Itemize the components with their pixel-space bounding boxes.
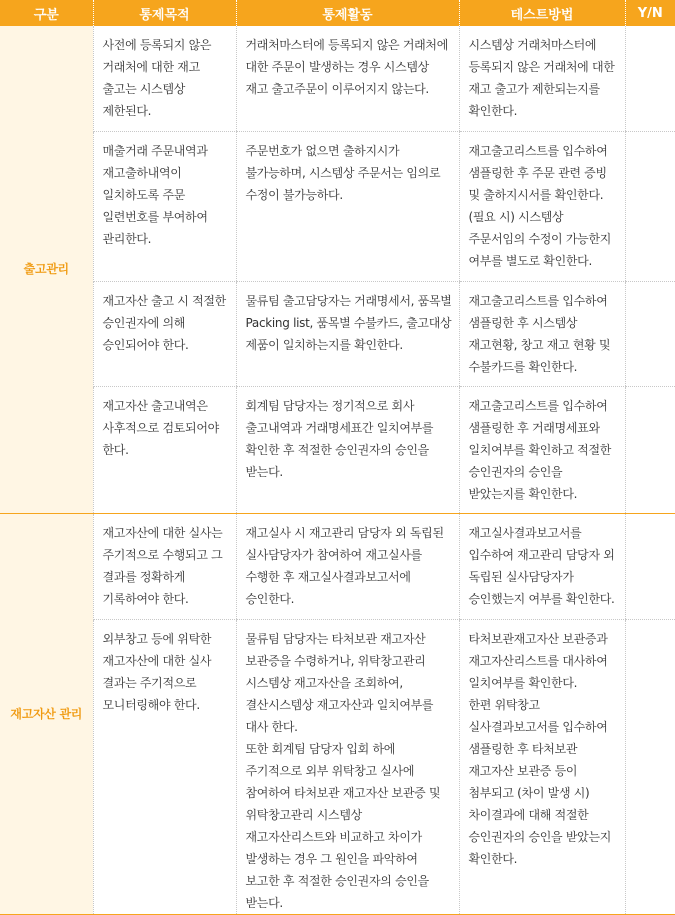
test-cell: 재고출고리스트를 입수하여 샘플링한 후 주문 관련 증빙 및 출하지시서를 확인한다. (필요 시) 시스템상 주문서임의 수정이 가능한지 여부를 별도로 확인한다.	[459, 131, 625, 281]
activity-cell: 재고실사 시 재고관리 담당자 외 독립된 실사담당자가 참여하여 재고실사를 수행한 후 재고실사결과보고서에 승인한다.	[236, 513, 459, 619]
table-row	[0, 513, 675, 619]
activity-cell: 주문번호가 없으면 출하지시가 불가능하며, 시스템상 주문서는 임의로 수정이 불가능하다.	[236, 131, 459, 281]
activity-cell: 거래처마스터에 등록되지 않은 거래처에 대한 주문이 발생하는 경우 시스템상 재고 출고주문이 이루어지지 않는다.	[236, 26, 459, 131]
table-header-row	[0, 0, 675, 26]
yn-cell	[625, 619, 675, 914]
header-activity: 통제활동	[236, 0, 459, 26]
objective-cell: 외부창고 등에 위탁한 재고자산에 대한 실사 결과는 주기적으로 모니터링해야 한다.	[93, 619, 236, 914]
objective-cell: 재고자산 출고 시 적절한 승인권자에 의해 승인되어야 한다.	[93, 281, 236, 386]
category-cell: 출고관리	[0, 26, 93, 513]
yn-cell	[625, 26, 675, 131]
yn-cell	[625, 131, 675, 281]
test-cell: 재고출고리스트를 입수하여 샘플링한 후 시스템상 재고현황, 창고 재고 현황 및 수불카드를 확인한다.	[459, 281, 625, 386]
header-yn: Y/N	[625, 0, 675, 26]
test-cell: 재고실사결과보고서를 입수하여 재고관리 담당자 외 독립된 실사담당자가 승인했는지 여부를 확인한다.	[459, 513, 625, 619]
objective-cell: 매출거래 주문내역과 재고출하내역이 일치하도록 주문 일련번호를 부여하여 관리한다.	[93, 131, 236, 281]
header-test: 테스트방법	[459, 0, 625, 26]
table-row	[0, 386, 675, 513]
yn-cell	[625, 513, 675, 619]
objective-cell: 재고자산 출고내역은 사후적으로 검토되어야 한다.	[93, 386, 236, 513]
yn-cell	[625, 386, 675, 513]
activity-cell: 물류팀 담당자는 타처보관 재고자산 보관증을 수령하거나, 위탁창고관리 시스템상 재고자산을 조회하여, 결산시스템상 재고자산과 일치여부를 대사 한다. 또한 회계팀 담당자 입회 하에 주기적으로 외부 위탁창고 실사에 참여하여 타처보관 재고자산 보관증 및 위탁창고관리 시스템상 재고자산리스트와 비교하고 차이가 발생하는 경우 그 원인을 파악하여 보고한 후 적절한 승인권자의 승인을 받는다.	[236, 619, 459, 914]
activity-cell: 물류팀 출고담당자는 거래명세서, 품목별 Packing list, 품목별 수불카드, 출고대상 제품이 일치하는지를 확인한다.	[236, 281, 459, 386]
table-row	[0, 26, 675, 131]
activity-cell: 회계팀 담당자는 정기적으로 회사 출고내역과 거래명세표간 일치여부를 확인한 후 적절한 승인권자의 승인을 받는다.	[236, 386, 459, 513]
table-row	[0, 619, 675, 914]
objective-cell: 재고자산에 대한 실사는 주기적으로 수행되고 그 결과를 정확하게 기록하여야 한다.	[93, 513, 236, 619]
category-cell: 재고자산 관리	[0, 513, 93, 914]
objective-cell: 사전에 등록되지 않은 거래처에 대한 재고 출고는 시스템상 제한된다.	[93, 26, 236, 131]
test-cell: 시스템상 거래처마스터에 등록되지 않은 거래처에 대한 재고 출고가 제한되는지를 확인한다.	[459, 26, 625, 131]
test-cell: 재고출고리스트를 입수하여 샘플링한 후 거래명세표와 일치여부를 확인하고 적절한 승인권자의 승인을 받았는지를 확인한다.	[459, 386, 625, 513]
test-cell: 타처보관재고자산 보관증과 재고자산리스트를 대사하여 일치여부를 확인한다. 한편 위탁창고 실사결과보고서를 입수하여 샘플링한 후 타처보관 재고자산 보관증 등이 첨부되고 (차이 발생 시) 차이결과에 대해 적절한 승인권자의 승인을 받았는지 확인한다.	[459, 619, 625, 914]
header-objective: 통제목적	[93, 0, 236, 26]
table-row	[0, 131, 675, 281]
table-row	[0, 281, 675, 386]
yn-cell	[625, 281, 675, 386]
header-category: 구분	[0, 0, 93, 26]
